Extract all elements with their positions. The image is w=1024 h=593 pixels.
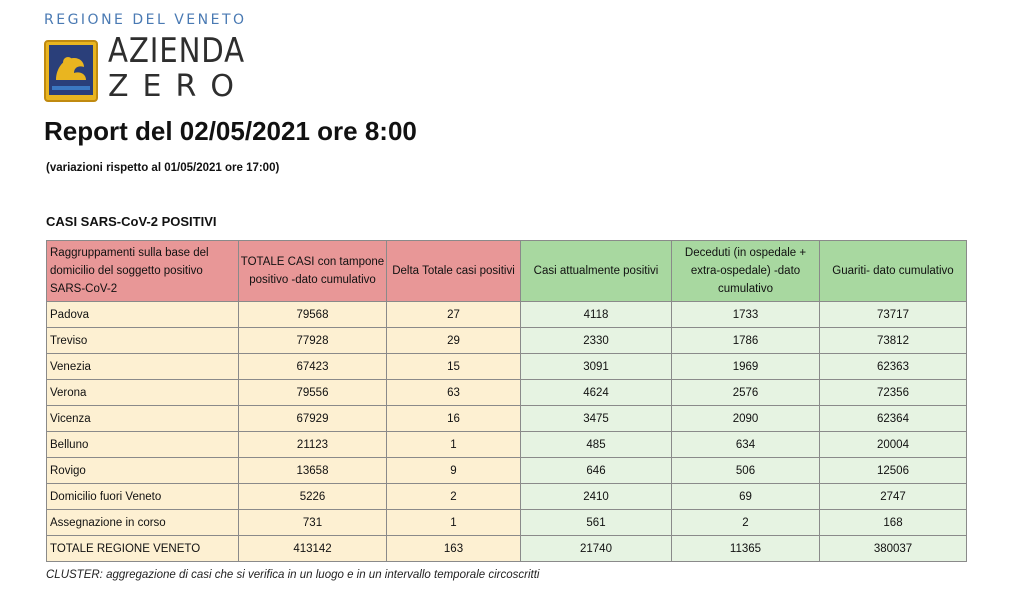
cell-delta: 1: [387, 510, 521, 536]
lion-shield-logo: [44, 40, 98, 102]
cell-area: Verona: [47, 380, 239, 406]
cell-area: TOTALE REGIONE VENETO: [47, 536, 239, 562]
cell-current-positive: 2410: [521, 484, 672, 510]
cell-deceased: 506: [672, 458, 820, 484]
cell-delta: 16: [387, 406, 521, 432]
header-deceased: Deceduti (in ospedale + extra-ospedale) -dato cumulativo: [672, 241, 820, 302]
cell-area: Treviso: [47, 328, 239, 354]
cell-current-positive: 4118: [521, 302, 672, 328]
cell-current-positive: 561: [521, 510, 672, 536]
brand-zero: ZERO: [108, 69, 248, 104]
cell-area: Rovigo: [47, 458, 239, 484]
cell-total-cases: 67929: [239, 406, 387, 432]
cell-area: Padova: [47, 302, 239, 328]
cell-recovered: 73812: [820, 328, 967, 354]
cell-recovered: 12506: [820, 458, 967, 484]
table-row: [47, 406, 967, 432]
table-row: [47, 484, 967, 510]
cell-delta: 29: [387, 328, 521, 354]
cell-recovered: 20004: [820, 432, 967, 458]
cell-total-cases: 77928: [239, 328, 387, 354]
cell-deceased: 634: [672, 432, 820, 458]
cell-total-cases: 67423: [239, 354, 387, 380]
cell-current-positive: 3475: [521, 406, 672, 432]
footnote: CLUSTER: aggregazione di casi che si verifica in un luogo e in un intervallo temporale circoscritti: [46, 569, 540, 581]
cell-total-cases: 13658: [239, 458, 387, 484]
cell-area: Venezia: [47, 354, 239, 380]
cell-delta: 2: [387, 484, 521, 510]
table-row: [47, 510, 967, 536]
header-current-positive: Casi attualmente positivi: [521, 241, 672, 302]
cell-deceased: 1733: [672, 302, 820, 328]
table-row: [47, 328, 967, 354]
cell-area: Belluno: [47, 432, 239, 458]
cell-total-cases: 5226: [239, 484, 387, 510]
cell-total-cases: 79568: [239, 302, 387, 328]
cell-deceased: 1969: [672, 354, 820, 380]
table-row: [47, 432, 967, 458]
cell-recovered: 168: [820, 510, 967, 536]
cell-recovered: 380037: [820, 536, 967, 562]
cell-recovered: 2747: [820, 484, 967, 510]
cell-area: Domicilio fuori Veneto: [47, 484, 239, 510]
cell-deceased: 1786: [672, 328, 820, 354]
cell-delta: 9: [387, 458, 521, 484]
cell-recovered: 73717: [820, 302, 967, 328]
cell-current-positive: 646: [521, 458, 672, 484]
cell-deceased: 2: [672, 510, 820, 536]
cell-delta: 15: [387, 354, 521, 380]
cell-area: Vicenza: [47, 406, 239, 432]
cell-recovered: 72356: [820, 380, 967, 406]
region-name: REGIONE DEL VENETO: [44, 12, 247, 28]
report-subtitle: (variazioni rispetto al 01/05/2021 ore 17:00): [46, 162, 280, 174]
cell-total-cases: 21123: [239, 432, 387, 458]
cell-deceased: 11365: [672, 536, 820, 562]
header-grouping: Raggruppamenti sulla base del domicilio del soggetto positivo SARS-CoV-2: [47, 241, 239, 302]
cell-delta: 63: [387, 380, 521, 406]
header-total-cases: TOTALE CASI con tampone positivo -dato cumulativo: [239, 241, 387, 302]
table-row: [47, 380, 967, 406]
cell-total-cases: 79556: [239, 380, 387, 406]
cell-recovered: 62364: [820, 406, 967, 432]
table-row: [47, 354, 967, 380]
cell-current-positive: 2330: [521, 328, 672, 354]
cell-deceased: 2090: [672, 406, 820, 432]
cell-area: Assegnazione in corso: [47, 510, 239, 536]
cell-current-positive: 3091: [521, 354, 672, 380]
table-row: [47, 536, 967, 562]
cell-current-positive: 21740: [521, 536, 672, 562]
table-row: [47, 302, 967, 328]
cell-delta: 27: [387, 302, 521, 328]
cases-table: [46, 240, 967, 562]
cell-current-positive: 4624: [521, 380, 672, 406]
table-header-row: [47, 241, 967, 302]
cell-recovered: 62363: [820, 354, 967, 380]
cell-total-cases: 413142: [239, 536, 387, 562]
header-recovered: Guariti- dato cumulativo: [820, 241, 967, 302]
table-row: [47, 458, 967, 484]
cell-current-positive: 485: [521, 432, 672, 458]
cell-deceased: 69: [672, 484, 820, 510]
cell-delta: 163: [387, 536, 521, 562]
header-delta: Delta Totale casi positivi: [387, 241, 521, 302]
cell-total-cases: 731: [239, 510, 387, 536]
report-title: Report del 02/05/2021 ore 8:00: [44, 116, 417, 146]
cell-deceased: 2576: [672, 380, 820, 406]
section-heading: CASI SARS-CoV-2 POSITIVI: [46, 214, 217, 229]
brand-azienda: AZIENDA: [108, 31, 246, 71]
cell-delta: 1: [387, 432, 521, 458]
